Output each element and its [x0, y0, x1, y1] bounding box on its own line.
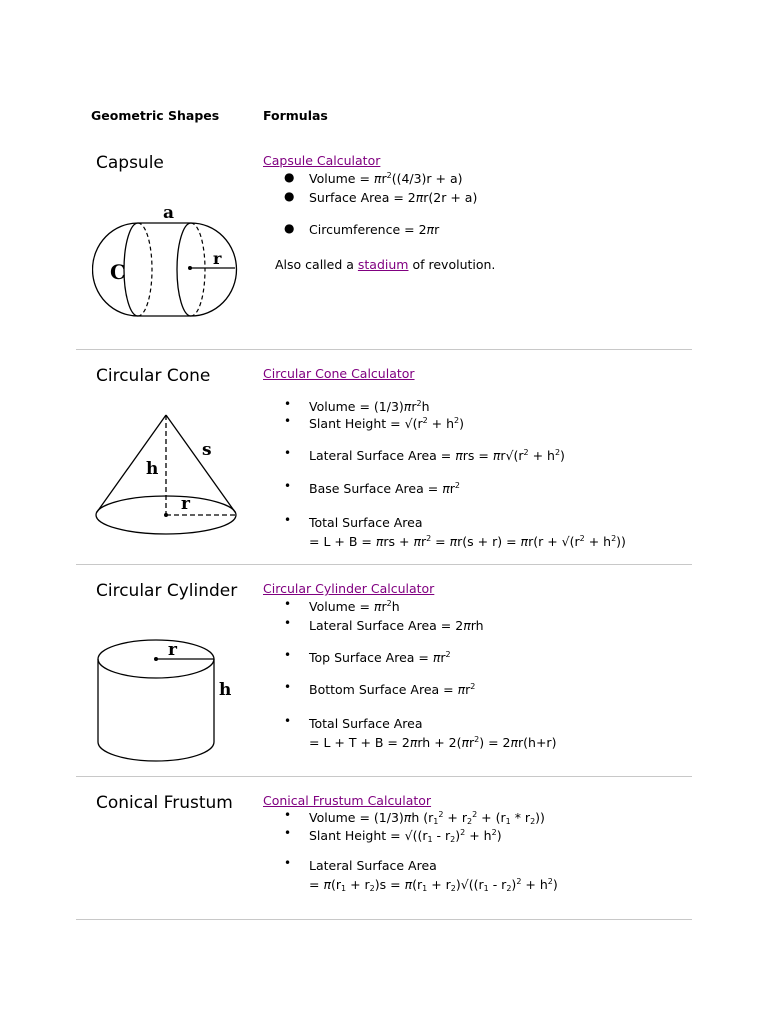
bullet: •	[284, 597, 292, 611]
bullet: •	[284, 397, 292, 411]
cylinder-total-area-label: Total Surface Area	[309, 716, 423, 731]
bullet: •	[284, 808, 292, 822]
cone-total-area-formula: = $L + B = \pi rs + \pi r^2 = \pi r(s + r) = \pi r(r + √(r^2 + h^2))$	[309, 534, 626, 549]
bullet: ●	[284, 189, 295, 203]
bullet: •	[284, 513, 292, 527]
cone-base-area-formula: Base Surface Area = $\pi r^2$	[309, 481, 460, 496]
capsule-label-a: a	[163, 203, 175, 223]
cone-calculator-link[interactable]: Circular Cone Calculator	[263, 366, 415, 381]
bullet: •	[284, 414, 292, 428]
bullet: •	[284, 856, 292, 870]
section-divider	[76, 776, 692, 777]
bullet: ●	[284, 221, 295, 235]
capsule-volume-formula: Volume = $\pi r^2((4/3)r + a)$	[309, 171, 463, 186]
cone-label-r: r	[181, 494, 190, 514]
formulas-column-header: Formulas	[263, 108, 328, 123]
cylinder-bottom-area-formula: Bottom Surface Area = $\pi r^2$	[309, 682, 476, 697]
bullet: •	[284, 616, 292, 630]
bullet: •	[284, 479, 292, 493]
section-divider	[76, 919, 692, 920]
cone-label-s: s	[202, 440, 212, 460]
cylinder-label-h: h	[219, 680, 232, 700]
capsule-calculator-link[interactable]: Capsule Calculator	[263, 153, 381, 168]
cone-volume-formula: Volume = $(1/3)\pi r^2h$	[309, 399, 430, 414]
capsule-circumference-formula: Circumference = 2πr	[309, 222, 440, 237]
frustum-lateral-area-label: Lateral Surface Area	[309, 858, 437, 873]
shapes-column-header: Geometric Shapes	[91, 108, 220, 123]
cylinder-title: Circular Cylinder	[96, 581, 238, 601]
frustum-calculator-link[interactable]: Conical Frustum Calculator	[263, 793, 432, 808]
cylinder-total-area-formula: = $L + T + B = 2\pi rh + 2(\pi r^2) = 2\pi r(h+r)$	[309, 735, 557, 750]
frustum-slant-height-formula: Slant Height = $√((r_1 - r_2)^2 + h^2)$	[309, 828, 502, 844]
cone-lateral-area-formula: Lateral Surface Area = $\pi rs = \pi r√(r^2 + h^2)$	[309, 448, 565, 463]
frustum-lateral-area-formula: = $\pi(r_1 + r_2)s = \pi(r_1 + r_2)√((r_1 - r_2)^2 + h^2)$	[309, 877, 558, 893]
capsule-title: Capsule	[96, 153, 164, 173]
bullet: •	[284, 648, 292, 662]
cone-diagram	[92, 408, 252, 538]
capsule-diagram	[92, 198, 252, 323]
capsule-note: Also called a stadium of revolution.	[275, 257, 496, 272]
frustum-title: Conical Frustum	[96, 793, 233, 813]
cylinder-volume-formula: Volume = $\pi r^2h$	[309, 599, 400, 614]
cylinder-calculator-link[interactable]: Circular Cylinder Calculator	[263, 581, 435, 596]
section-divider	[76, 564, 692, 565]
cone-label-h: h	[146, 459, 159, 479]
capsule-label-r: r	[213, 249, 222, 268]
bullet: •	[284, 680, 292, 694]
bullet: •	[284, 446, 292, 460]
cone-title: Circular Cone	[96, 366, 211, 386]
cylinder-diagram	[92, 630, 252, 770]
section-divider	[76, 349, 692, 350]
cylinder-top-area-formula: Top Surface Area = $\pi r^2$	[309, 650, 451, 665]
frustum-volume-formula: Volume = (1/3)πh $(r_1^2 + r_2^2 + (r_1 * r_2))$	[309, 810, 545, 826]
capsule-label-c: C	[110, 260, 126, 284]
stadium-link[interactable]: stadium	[357, 257, 409, 272]
cone-total-area-label: Total Surface Area	[309, 515, 423, 530]
cone-slant-height-formula: Slant Height = $√(r^2 + h^2)$	[309, 416, 465, 431]
bullet: •	[284, 714, 292, 728]
bullet: ●	[284, 170, 295, 184]
cylinder-label-r: r	[168, 640, 177, 660]
capsule-surface-area-formula: Surface Area = 2πr(2r + a)	[309, 190, 478, 205]
bullet: •	[284, 826, 292, 840]
cylinder-lateral-area-formula: Lateral Surface Area = 2πrh	[309, 618, 484, 633]
